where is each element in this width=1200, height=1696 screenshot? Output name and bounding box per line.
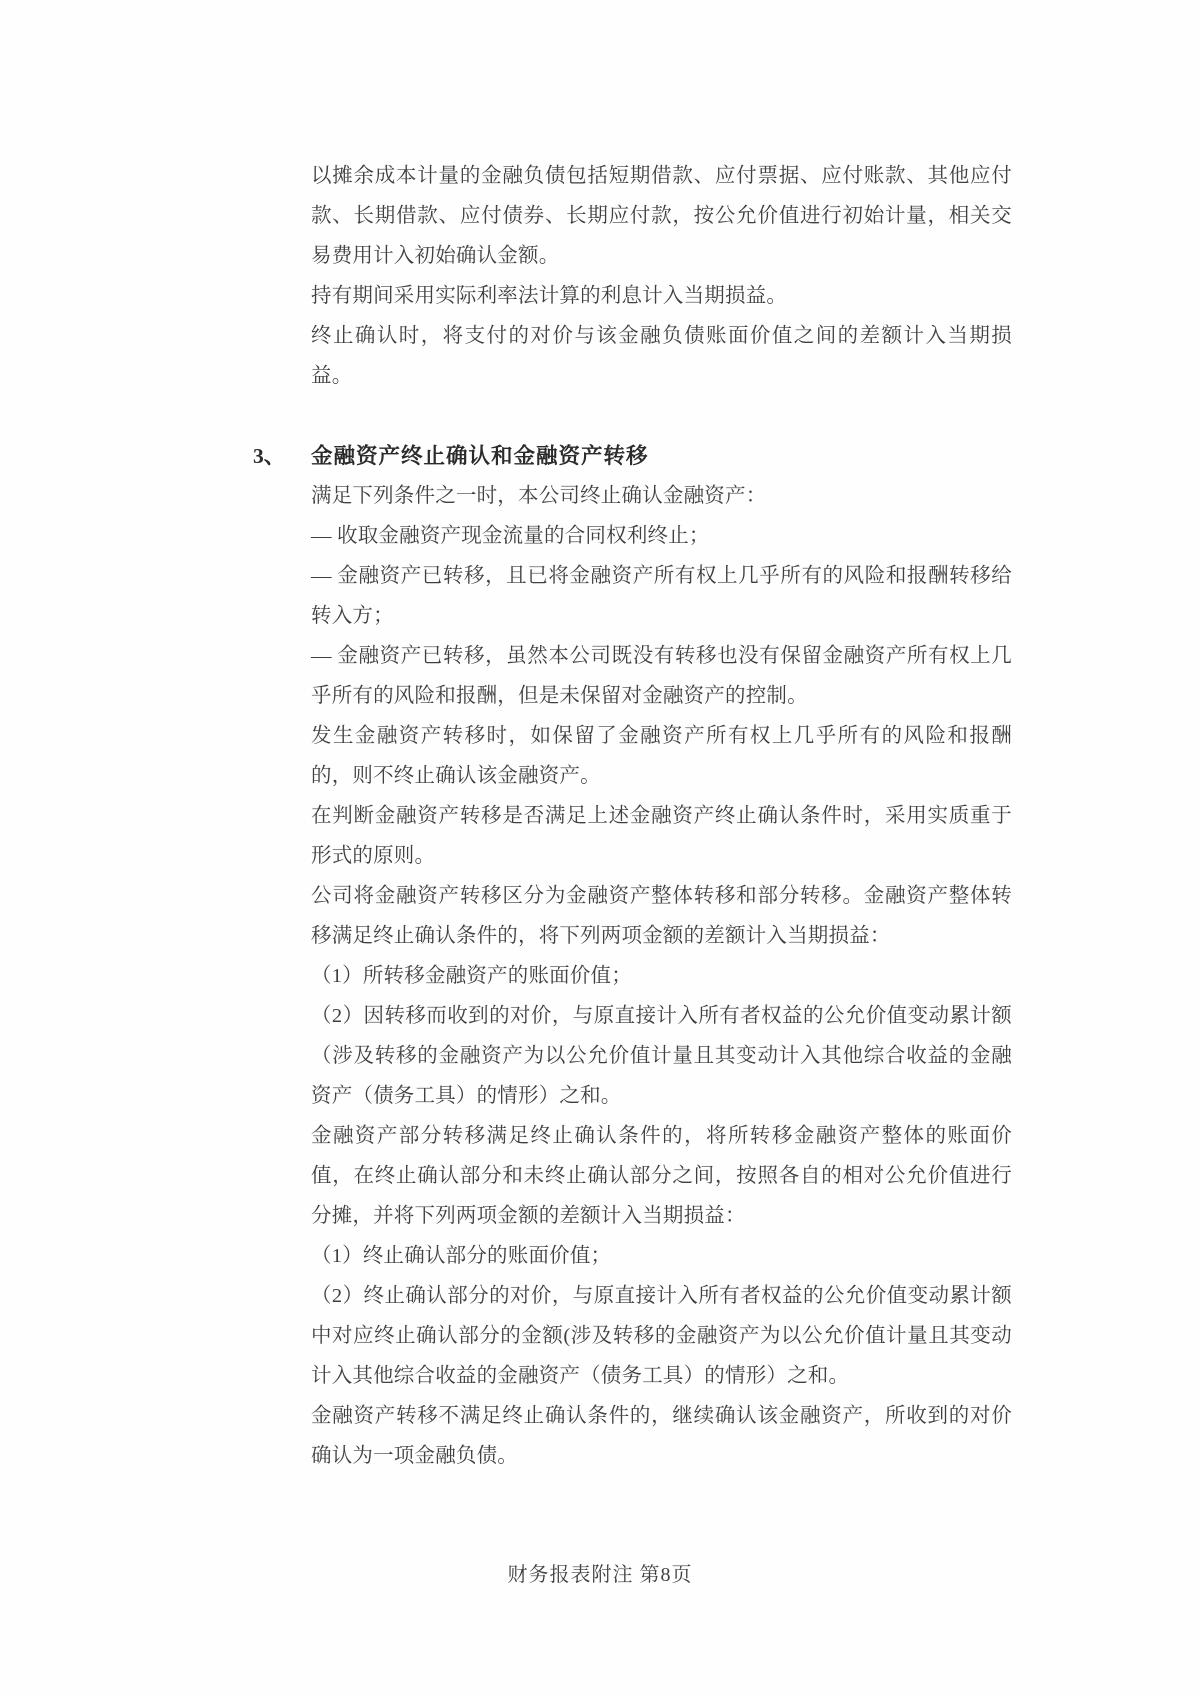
section-title: 金融资产终止确认和金融资产转移 <box>311 444 649 468</box>
paragraph-continue-recognition: 金融资产转移不满足终止确认条件的，继续确认该金融资产，所收到的对价确认为一项金融负债。 <box>311 1405 1012 1467</box>
page-content <box>253 156 1012 1476</box>
paragraph-full-transfer: 公司将金融资产转移区分为金融资产整体转移和部分转移。金融资产整体转移满足终止确认条件的，将下列两项金额的差额计入当期损益： <box>311 885 1012 947</box>
paragraph-partial-transfer: 金融资产部分转移满足终止确认条件的，将所转移金融资产整体的账面价值，在终止确认部分和未终止确认部分之间，按照各自的相对公允价值进行分摊，并将下列两项金额的差额计入当期损益： <box>311 1125 1012 1227</box>
numbered-item-consideration: （2）因转移而收到的对价，与原直接计入所有者权益的公允价值变动累计额（涉及转移的金融资产为以公允价值计量且其变动计入其他综合收益的金融资产（债务工具）的情形）之和。 <box>311 1005 1012 1107</box>
numbered-item-derecognized-value: （1）终止确认部分的账面价值； <box>311 1245 612 1267</box>
numbered-item-carrying-value: （1）所转移金融资产的账面价值； <box>311 965 632 987</box>
footer-page-label: 财务报表附注 第8页 <box>507 1564 693 1586</box>
numbered-item-derecognized-consideration: （2）终止确认部分的对价，与原直接计入所有者权益的公允价值变动累计额中对应终止确认部分的金额(涉及转移的金融资产为以公允价值计量且其变动计入其他综合收益的金融资产（债务工具）的情形）之和。 <box>311 1285 1012 1387</box>
paragraph-substance-over-form: 在判断金融资产转移是否满足上述金融资产终止确认条件时，采用实质重于形式的原则。 <box>311 805 1012 867</box>
paragraph-retained-risks: 发生金融资产转移时，如保留了金融资产所有权上几乎所有的风险和报酬的，则不终止确认该金融资产。 <box>311 725 1012 787</box>
bullet-item-transferred-risks: — 金融资产已转移，且已将金融资产所有权上几乎所有的风险和报酬转移给转入方； <box>311 565 1012 627</box>
intro-paragraph-derecognition: 终止确认时，将支付的对价与该金融负债账面价值之间的差额计入当期损益。 <box>311 325 1012 387</box>
bullet-item-no-control: — 金融资产已转移，虽然本公司既没有转移也没有保留金融资产所有权上几乎所有的风险和报酬，但是未保留对金融资产的控制。 <box>311 645 1012 707</box>
section-heading <box>253 436 1012 476</box>
intro-paragraph-interest: 持有期间采用实际利率法计算的利息计入当期损益。 <box>311 285 788 307</box>
paragraph-conditions-intro: 满足下列条件之一时，本公司终止确认金融资产： <box>311 485 767 507</box>
section-number: 3、 <box>253 444 286 468</box>
bullet-item-rights-terminated: — 收取金融资产现金流量的合同权利终止； <box>311 525 710 547</box>
page-footer <box>0 1561 1200 1589</box>
intro-paragraph-liabilities: 以摊余成本计量的金融负债包括短期借款、应付票据、应付账款、其他应付款、长期借款、应付债券、长期应付款，按公允价值进行初始计量，相关交易费用计入初始确认金额。 <box>311 165 1012 267</box>
